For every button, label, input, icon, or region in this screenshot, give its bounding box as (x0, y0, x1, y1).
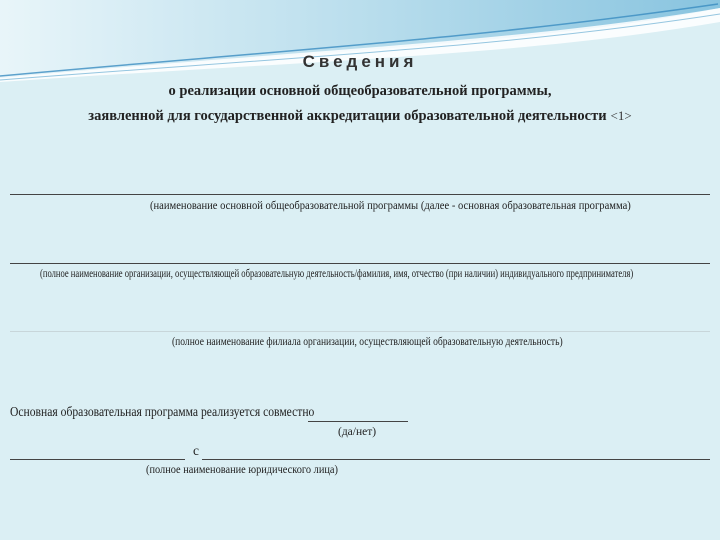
legal-entity-line-left (10, 459, 185, 460)
with-label: с (193, 443, 199, 458)
caption-yes-no: (да/нет) (338, 426, 377, 438)
footnote-marker: <1> (610, 108, 632, 123)
branch-name-line (10, 331, 710, 332)
joint-program-label: Основная образовательная программа реализуется совместно (10, 404, 315, 419)
document-title: Сведения (302, 52, 418, 71)
subtitle-line-1: о реализации основной общеобразовательной программы, (168, 83, 552, 99)
caption-branch: (полное наименование филиала организации, осуществляющей образовательную деятельность) (172, 336, 563, 348)
subtitle-line-2-text: заявленной для государственной аккредитации образовательной деятельности (88, 108, 607, 124)
caption-organization: (полное наименование организации, осуществляющей образовательную деятельность/фамилия, имя, отчество (при наличии) индивидуального предпринимателя) (40, 268, 634, 280)
subtitle-line-2 (0, 108, 720, 125)
organization-name-line (10, 263, 710, 264)
decorative-header-swoosh (0, 0, 720, 90)
program-name-line (10, 194, 710, 195)
joint-yes-no-line (308, 421, 408, 422)
caption-program-name: (наименование основной общеобразовательной программы (далее - основная образовательная программа) (150, 200, 631, 212)
caption-legal-entity: (полное наименование юридического лица) (146, 464, 338, 476)
legal-entity-line-right (202, 459, 710, 460)
